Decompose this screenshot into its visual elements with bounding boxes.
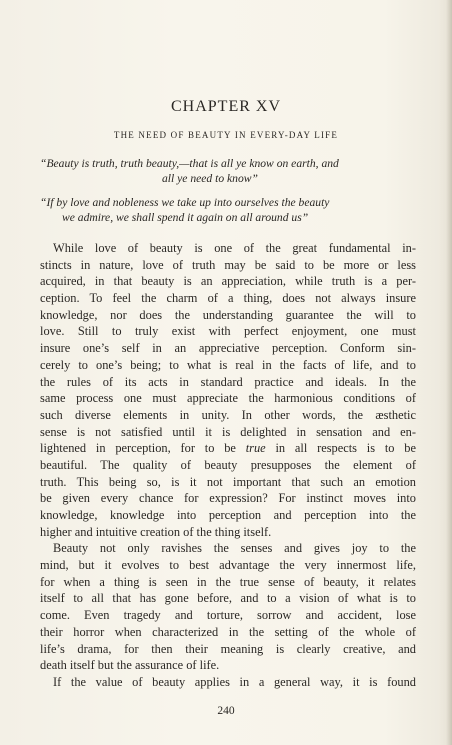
epigraph-line: we admire, we shall spend it again on all around us” (62, 211, 309, 224)
epigraph-love-nobleness (40, 195, 415, 225)
body-line: insure one’s self in an appreciative perception. Conform sin- (40, 341, 416, 356)
italic-word: true (245, 441, 266, 456)
body-line: acquired, in that beauty is an appreciation, while truth is a per- (40, 274, 416, 289)
body-line: death itself but the assurance of life. (40, 658, 220, 673)
body-line: come. Even tragedy and torture, sorrow and accident, lose (40, 608, 416, 623)
body-line: knowledge, knowledge into perception and perception into the (40, 508, 416, 522)
body-line: same process one must appreciate the harmonious conditions of (40, 391, 416, 406)
body-line-with-italic (40, 440, 416, 457)
body-line: truth. This being so, is it not important that such an emotion (40, 474, 416, 489)
epigraph-keats (40, 156, 415, 186)
body-line: sense is not satisfied until it is delighted in sensation and en- (40, 424, 416, 439)
body-line: higher and intuitive creation of the thing itself. (40, 524, 272, 539)
epigraph-line: “Beauty is truth, truth beauty,—that is all ye know on earth, and (40, 157, 339, 170)
body-line-part: in all respects is to be (275, 441, 416, 456)
body-line: be given every chance for expression? For instinct moves into (40, 491, 416, 506)
body-line-part: lightened in perception, for to be (40, 441, 236, 456)
body-line: knowledge, nor does the understanding guarantee the will to (40, 307, 416, 322)
body-text (40, 240, 416, 691)
body-line: mind, but it evolves to best advantage the very innermost life, (40, 558, 416, 573)
chapter-title: CHAPTER XV (170, 98, 281, 115)
body-line: While love of beauty is one of the great fundamental in- (53, 241, 416, 255)
body-line: beautiful. The quality of beauty presupposes the element of (40, 457, 416, 472)
body-line: cerely to one’s being; to what is real in the facts of life, and to (40, 357, 416, 372)
epigraph-line: “If by love and nobleness we take up into ourselves the beauty (40, 196, 330, 209)
body-line: itself to all that has gone before, and to a vision of what is to (40, 591, 416, 606)
body-line: stincts in nature, love of truth may be said to be more or less (40, 257, 416, 272)
body-line: such diverse elements in unity. In other words, the æsthetic (40, 407, 416, 422)
body-line: the rules of its acts in standard practice and ideals. In the (40, 374, 416, 389)
chapter-subtitle: THE NEED OF BEAUTY IN EVERY-DAY LIFE (113, 130, 339, 140)
body-line: life’s drama, for then their meaning is clearly creative, and (40, 641, 416, 656)
epigraph-line: all ye need to know” (162, 172, 258, 185)
body-line: for when a thing is seen in the true sense of beauty, it relates (40, 574, 416, 589)
body-line: love. Still to truly exist with perfect enjoyment, one must (40, 324, 416, 339)
body-line: Beauty not only ravishes the senses and gives joy to the (53, 541, 416, 556)
body-line: their horror when characterized in the setting of the whole of (40, 624, 416, 639)
body-line: If the value of beauty applies in a general way, it is found (53, 674, 416, 689)
body-line: ception. To feel the charm of a thing, does not always insure (40, 291, 416, 306)
page-number: 240 (217, 705, 235, 717)
